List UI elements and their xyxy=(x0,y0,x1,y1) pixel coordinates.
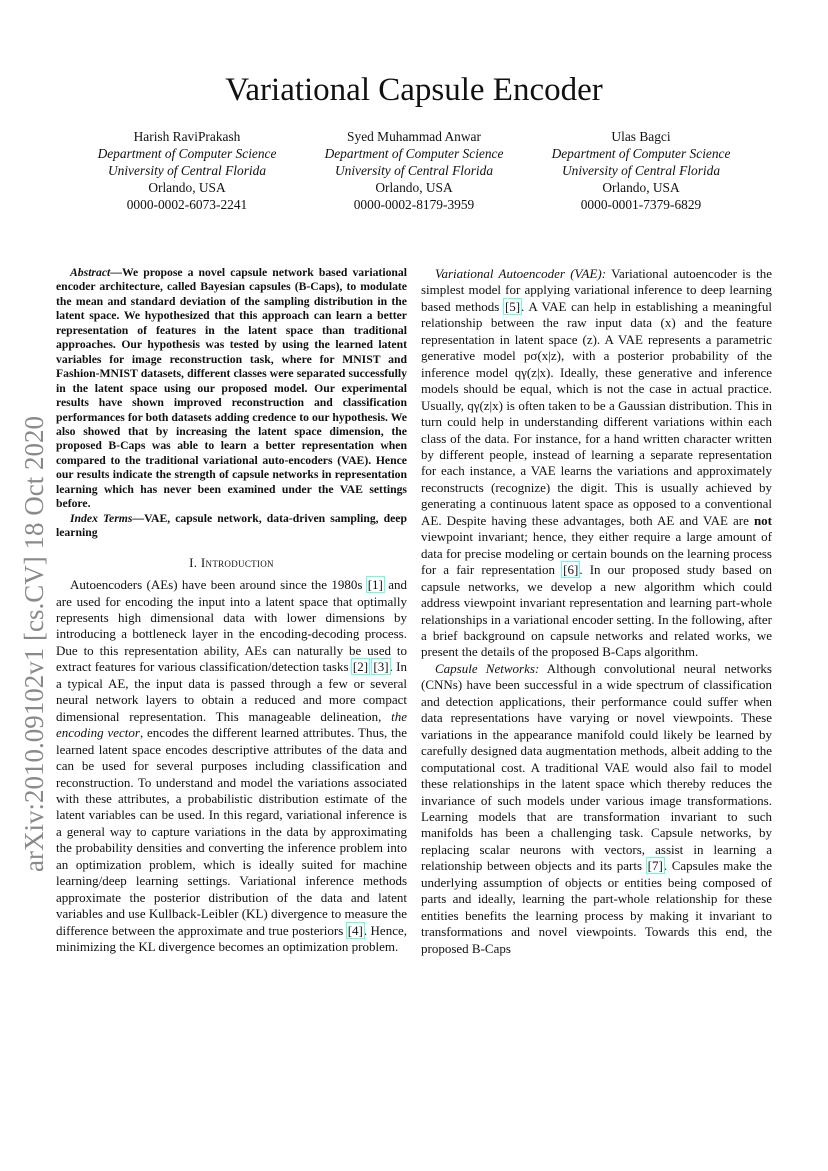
citation-link[interactable]: [1] xyxy=(367,577,383,593)
citation-link[interactable]: [5] xyxy=(504,298,521,314)
runin-heading: Capsule Networks: xyxy=(435,660,540,676)
emphasis-text: the encoding vector xyxy=(56,708,407,741)
text-run: viewpoint invariant; hence, they either require a large amount of data for precise modeling or certain bounds on the learning process for a fair representation xyxy=(421,529,772,578)
author-univ: University of Central Florida xyxy=(107,163,267,178)
arxiv-watermark: arXiv:2010.09102v1 [cs.CV] 18 Oct 2020 xyxy=(19,416,49,872)
abstract-label: Abstract xyxy=(70,266,111,279)
author-location: Orlando, USA xyxy=(148,180,226,195)
text-run: . Hence, minimizing the KL divergence becomes an optimization problem. xyxy=(56,922,407,955)
section-number: I. xyxy=(189,554,201,570)
left-column xyxy=(56,266,407,955)
index-terms-text: —VAE, capsule network, data-driven sampling, deep learning xyxy=(56,511,407,540)
author-name: Ulas Bagci xyxy=(611,129,671,144)
citation-link[interactable]: [3] xyxy=(373,659,389,675)
index-terms xyxy=(56,512,407,541)
text-run: Autoencoders (AEs) have been around since the 1980s xyxy=(70,577,367,593)
text-run: Variational autoencoder is the simplest model for applying variational inference to deep learning based methods xyxy=(421,266,773,314)
section-title: Introduction xyxy=(200,554,274,570)
author-dept: Department of Computer Science xyxy=(551,146,731,161)
paper-title: Variational Capsule Encoder xyxy=(225,72,603,108)
citation-link[interactable]: [4] xyxy=(347,922,363,938)
intro-paragraph xyxy=(56,577,407,955)
author-location: Orlando, USA xyxy=(602,180,680,195)
vae-paragraph xyxy=(421,266,772,661)
bold-text: not xyxy=(753,512,772,528)
text-run: Although convolutional neural networks (CNNs) have been successful in a wide spectrum of classification and detection applications, their performance could suffer when data representations have varying or novel viewpoints. These variations in the appearance manifold could likely be learned by carefully designed data augmentation methods, albeit adding to the computational cost. A traditional VAE would also fail to model these relationships in the latent space which thereby reduces the invariance of such models under various image transformations. Learning models that are transformation invariant to such manifolds has been a challenging task. Capsule networks, by replacing scalar neurons with vectors, assist in learning a relationship between objects and its parts xyxy=(421,660,772,874)
abstract-text: —We propose a novel capsule network based variational encoder architecture, called Bayesian capsules (B-Caps), to modulate the mean and standard deviation of the sampling distribution in the latent space. We hypothesized that this approach can learn a better representation of features in the latent space than traditional approaches. Our hypothesis was tested by using the learned latent variables for image reconstruction task, where for MNIST and Fashion-MNIST datasets, different classes were separated successfully in the latent space using our proposed model. Our experimental results have shown improved reconstruction and classification performances for both datasets adding credence to our hypothesis. We also showed that by increasing the latent space dimension, the proposed B-Caps was able to learn a better representation when compared to the traditional variational auto-encoders (VAE). Hence our results indicate the strength of capsule networks in representation learning which has never been examined under the VAE settings before. xyxy=(56,266,407,511)
author-dept: Department of Computer Science xyxy=(97,146,277,161)
runin-heading: Variational Autoencoder (VAE): xyxy=(435,266,607,281)
text-run: and are used for encoding the input into a latent space that optimally represents high dimensional data with lower dimensions by introducing a bottleneck layer in the encoding-decoding process. Due to this representation ability, AEs can naturally be used to extract features for various classification/detection tasks xyxy=(56,577,407,675)
text-run: . A VAE can help in establishing a meaningful relationship between the raw input data (x) and the feature representation in latent space (z). A VAE represents a parametric generative model pσ(x|z), with a posterior probability of the inference model qγ(z|x). Ideally, these generative and inference models should be equal, which is not the case in actual practice. Usually, qγ(z|x) is often taken to be a Gaussian distribution. This in turn could help in understanding different variations within each class of the data. For instance, for a hand written character written by different people, instead of learning a separate representation for each instance, a VAE learns the variations and approximately reconstructs (recognize) the digit. This is usually achieved by generating a continuous latent space as opposed to a conventional AE. Despite having these advantages, both AE and VAE are xyxy=(421,298,773,528)
citation-link[interactable]: [2] xyxy=(352,659,369,675)
author-orcid: 0000-0002-6073-2241 xyxy=(126,197,248,212)
author-block-1 xyxy=(72,128,302,213)
right-column xyxy=(421,266,772,957)
section-heading-introduction xyxy=(56,555,407,571)
author-dept: Department of Computer Science xyxy=(324,146,504,161)
text-run: , encodes the different learned attributes. Thus, the learned latent space encodes descriptive attributes of the data and can be used for several purposes including classification and reconstruction. To understand and model the variations associated with these attributes, a probabilistic distribution estimate of the latent variables can be used. In this regard, variational inference is a general way to capture variations in the data by approximating the probability densities and converting the inference problem into an optimization problem, which is ideally suited for machine learning/deep learning settings. Variational inference methods approximate the posterior distribution of the data and latent variables and use Kullback-Leibler (KL) divergence to measure the difference between the approximate and true posteriors xyxy=(56,725,407,938)
author-name: Harish RaviPrakash xyxy=(133,129,241,144)
author-location: Orlando, USA xyxy=(375,180,453,195)
author-univ: University of Central Florida xyxy=(334,163,494,178)
citation-link[interactable]: [7] xyxy=(647,858,663,874)
author-name: Syed Muhammad Anwar xyxy=(347,129,481,144)
capsule-paragraph xyxy=(421,661,772,957)
author-univ: University of Central Florida xyxy=(561,163,721,178)
author-block-3 xyxy=(526,128,756,213)
text-run: . In our proposed study based on capsule networks, we develop a new algorithm which could address viewpoint invariant representation and learning part-whole relationships in a variational encoder setting. In the following, after a brief background on capsule networks and related works, we present the details of the proposed B-Caps algorithm. xyxy=(421,562,772,660)
author-orcid: 0000-0002-8179-3959 xyxy=(353,197,475,212)
abstract xyxy=(56,266,407,512)
author-orcid: 0000-0001-7379-6829 xyxy=(580,197,702,212)
index-terms-label: Index Terms xyxy=(70,511,133,525)
text-run: . Capsules make the underlying assumption of objects or entities being composed of parts and ideally, learning the part-whole relationship for these entities benefits the learning process by making it invariant to transformations and novel viewpoints. Towards this end, the proposed B-Caps xyxy=(421,858,772,956)
citation-link[interactable]: [6] xyxy=(563,562,579,578)
author-block-2 xyxy=(299,128,529,213)
text-run: . In a typical AE, the input data is passed through a few or several neural network layers to obtain a reduced and more compact dimensional representation. This manageable delineation, xyxy=(56,659,408,724)
